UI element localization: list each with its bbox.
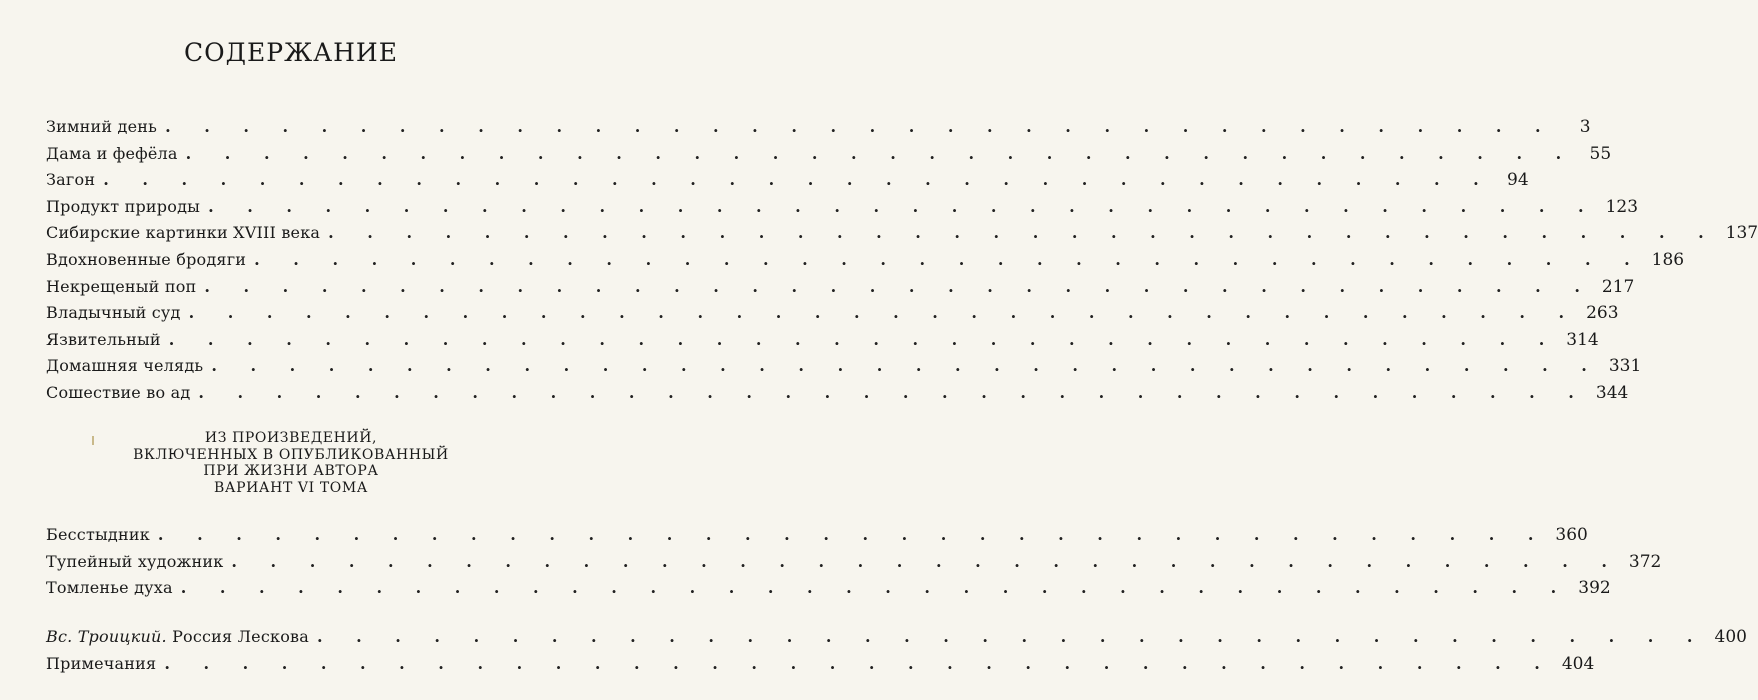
toc-entry[interactable]: [46, 575, 1611, 602]
toc-entry-title: Продукт природы: [46, 196, 201, 216]
toc-entry-page: 392: [1578, 578, 1611, 599]
toc-entry[interactable]: [46, 353, 1642, 380]
toc-entry-afterword[interactable]: [46, 624, 1747, 651]
toc-entry-page: 372: [1628, 551, 1662, 572]
toc-entry-page: 55: [1589, 143, 1612, 164]
dot-leader: . . . . . . . . . . . . . . . . . . . . . . . . . . . . . . . . . . . .: [180, 578, 1571, 598]
toc-entry-page: 331: [1608, 356, 1642, 377]
toc-entry[interactable]: [46, 380, 1629, 407]
toc-entry[interactable]: [46, 141, 1612, 168]
toc-entry-title: Примечания: [46, 653, 157, 673]
toc-entry-title: Тупейный художник: [46, 551, 224, 571]
toc-entry-title: Язвительный: [46, 329, 161, 349]
toc-entry[interactable]: [46, 247, 1685, 274]
dot-leader: . . . . . . . . . . . . . . . . . . . . . . . . . . . . . . . . . . . .: [198, 382, 1588, 402]
toc-entry[interactable]: [46, 274, 1635, 301]
dot-leader: . . . . . . . . . . . . . . . . . . . . . . . . . . . . . . . . . . . .: [103, 170, 1493, 190]
dot-leader: . . . . . . . . . . . . . . . . . . . . . . . . . . . . . . . . . . . .: [328, 223, 1718, 243]
toc-entry[interactable]: [46, 549, 1662, 576]
toc-entry-title: [46, 624, 309, 651]
dot-leader: . . . . . . . . . . . . . . . . . . . . . . . . . . . . . . . . . . . .: [165, 117, 1555, 136]
dot-leader: . . . . . . . . . . . . . . . . . . . . . . . . . . . . . . . . . . . .: [188, 303, 1579, 323]
dot-leader: . . . . . . . . . . . . . . . . . . . . . . . . . . . . . . . . . . . .: [254, 249, 1644, 269]
toc-entry-title: Домашняя челядь: [46, 356, 204, 376]
toc-entry-title: Томленье духа: [46, 578, 173, 598]
toc-entry-page: 400: [1714, 627, 1747, 647]
dot-leader: . . . . . . . . . . . . . . . . . . . . . . . . . . . . . . . . . . . .: [231, 551, 1621, 571]
toc-entry-page: 217: [1601, 276, 1635, 297]
toc-entry-title: Зимний день: [46, 117, 158, 136]
dot-leader: . . . . . . . . . . . . . . . . . . . . . . . . . . . . . . . . . . . .: [211, 356, 1601, 376]
afterword-author: Вс. Троицкий.: [46, 627, 167, 646]
toc-appendix-list: [46, 522, 1662, 602]
toc-entry-page: 344: [1595, 382, 1629, 403]
section-heading-line: ВКЛЮЧЕННЫХ В ОПУБЛИКОВАННЫЙ: [133, 446, 449, 463]
toc-entry-notes[interactable]: [46, 651, 1595, 678]
dot-leader: . . . . . . . . . . . . . . . . . . . . . . . . . . . . . . . . . . . .: [317, 627, 1707, 646]
toc-entry-page: 186: [1651, 249, 1685, 270]
toc-entry-page: 123: [1605, 196, 1639, 217]
toc-entry-page: 137: [1725, 223, 1758, 244]
dot-leader: . . . . . . . . . . . . . . . . . . . . . . . . . . . . . . . . . . . .: [168, 329, 1559, 349]
toc-entry[interactable]: [46, 167, 1529, 194]
toc-back-matter: [46, 624, 1747, 677]
toc-entry[interactable]: [46, 300, 1619, 327]
section-heading-line: ИЗ ПРОИЗВЕДЕНИЙ,: [204, 430, 378, 446]
toc-entry-title: Сошествие во ад: [46, 382, 191, 402]
toc-entry[interactable]: [46, 194, 1639, 221]
toc-entry[interactable]: [46, 220, 1758, 247]
toc-entry-title: Владычный суд: [46, 303, 181, 323]
toc-entry[interactable]: [46, 327, 1599, 354]
toc-entry-title: Некрещеный поп: [46, 276, 197, 296]
toc-entry-title: Загон: [46, 170, 96, 190]
dot-leader: . . . . . . . . . . . . . . . . . . . . . . . . . . . . . . . . . . . .: [157, 525, 1548, 544]
toc-entry-page: 94: [1507, 170, 1529, 191]
toc-entry[interactable]: [46, 114, 1591, 141]
toc-entry-title: Дама и фефёла: [46, 143, 178, 163]
toc-entry-title: Бесстыдник: [46, 525, 150, 544]
toc-entry-page: 263: [1586, 303, 1619, 324]
dot-leader: . . . . . . . . . . . . . . . . . . . . . . . . . . . . . . . . . . . .: [185, 143, 1576, 163]
toc-entry-page: 314: [1566, 329, 1599, 350]
section-heading: [0, 430, 582, 496]
afterword-title: Россия Лескова: [172, 627, 309, 646]
section-heading-line: ПРИ ЖИЗНИ АВТОРА: [203, 463, 379, 479]
toc-entry-title: Сибирские картинки XVIII века: [46, 223, 321, 243]
toc-entry-page: 360: [1555, 525, 1588, 545]
dot-leader: . . . . . . . . . . . . . . . . . . . . . . . . . . . . . . . . . . . .: [164, 653, 1554, 673]
dot-leader: . . . . . . . . . . . . . . . . . . . . . . . . . . . . . . . . . . . .: [208, 196, 1598, 216]
toc-entry-page: 3: [1579, 117, 1591, 137]
section-heading-line: ВАРИАНТ VI ТОМА: [214, 479, 368, 496]
toc-main-list: [46, 114, 1758, 407]
toc-entry-page: 404: [1561, 653, 1595, 674]
toc-entry-title: Вдохновенные бродяги: [46, 249, 247, 269]
page-title: СОДЕРЖАНИЕ: [184, 38, 398, 67]
dot-leader: . . . . . . . . . . . . . . . . . . . . . . . . . . . . . . . . . . . .: [204, 276, 1594, 296]
toc-entry[interactable]: [46, 522, 1588, 549]
